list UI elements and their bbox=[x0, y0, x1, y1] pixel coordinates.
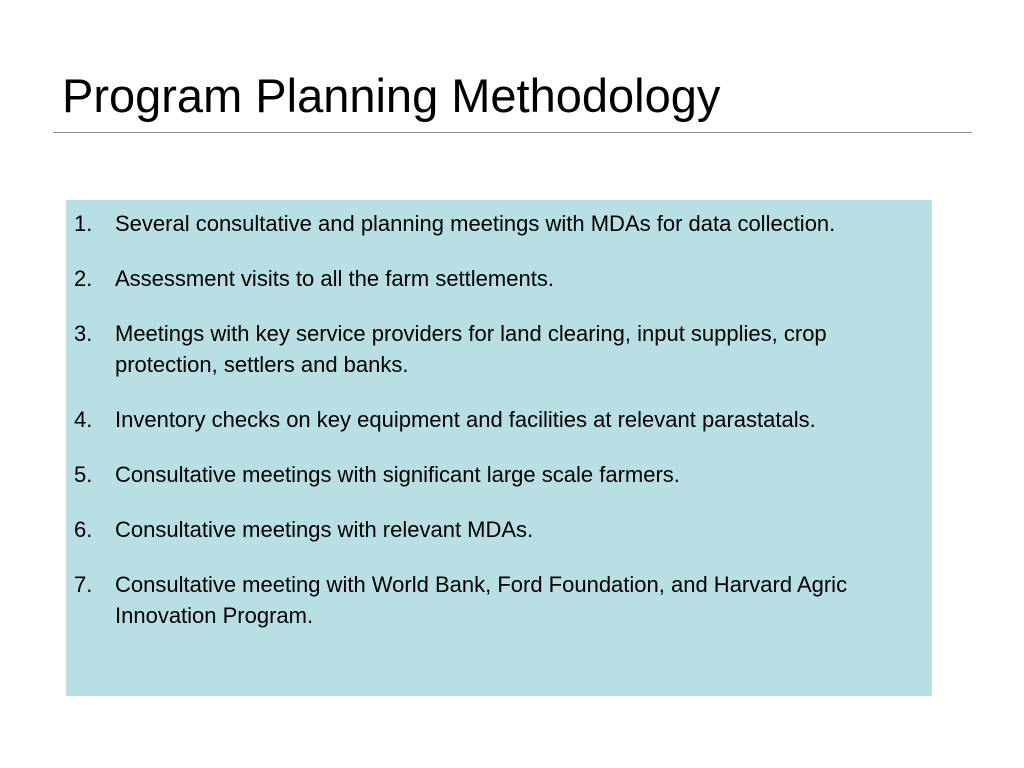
list-item-text: Consultative meetings with significant large scale farmers. bbox=[115, 462, 680, 487]
list-item-number: 2. bbox=[74, 266, 93, 291]
list-item bbox=[74, 459, 912, 490]
list-item-number: 6. bbox=[74, 517, 93, 542]
list-item bbox=[74, 569, 912, 631]
list-item bbox=[74, 263, 912, 294]
list-item-text: Assessment visits to all the farm settlements. bbox=[115, 266, 554, 291]
list-item-text: Meetings with key service providers for land clearing, input supplies, crop protection, settlers and banks. bbox=[115, 321, 827, 377]
methodology-box bbox=[66, 200, 932, 696]
title-divider bbox=[53, 132, 972, 133]
list-item bbox=[74, 318, 912, 380]
list-item-text: Inventory checks on key equipment and facilities at relevant parastatals. bbox=[115, 407, 816, 432]
list-item-number: 5. bbox=[74, 462, 93, 487]
list-item-text: Consultative meeting with World Bank, Ford Foundation, and Harvard Agric Innovation Program. bbox=[115, 572, 848, 628]
list-item bbox=[74, 514, 912, 545]
list-item-number: 7. bbox=[74, 572, 93, 597]
list-item-text: Several consultative and planning meetings with MDAs for data collection. bbox=[115, 211, 836, 236]
list-item bbox=[74, 208, 912, 239]
methodology-list bbox=[74, 208, 912, 631]
slide-title: Program Planning Methodology bbox=[62, 69, 721, 122]
list-item-number: 1. bbox=[74, 211, 93, 236]
list-item bbox=[74, 404, 912, 435]
list-item-number: 4. bbox=[74, 407, 93, 432]
list-item-text: Consultative meetings with relevant MDAs. bbox=[115, 517, 534, 542]
list-item-number: 3. bbox=[74, 321, 93, 346]
